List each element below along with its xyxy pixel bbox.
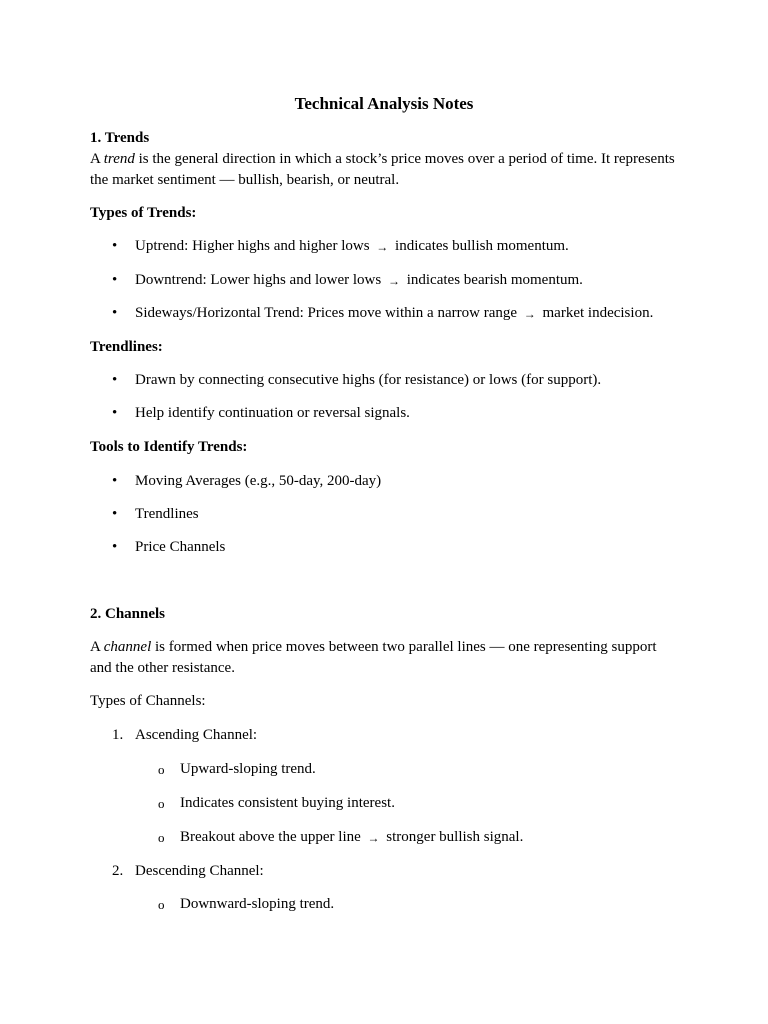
list-item-text: market indecision. [542, 305, 654, 321]
sub-list-item [180, 827, 523, 848]
numbered-list-item: Ascending Channel: [135, 727, 258, 743]
right-arrow-icon: → [367, 831, 380, 845]
sub-list-item: Upward-sloping trend. [180, 761, 316, 777]
list-number: 1. [112, 727, 124, 743]
list-item-text: Sideways/Horizontal Trend: Prices move within a narrow range [135, 305, 518, 321]
section-heading-channels: 2. Channels [90, 606, 166, 622]
list-item-text: indicates bearish momentum. [406, 272, 583, 288]
bullet-marker [112, 270, 117, 291]
sub-list-item-text: Breakout above the upper line [180, 829, 361, 845]
sub-bullet-marker: o [158, 897, 165, 912]
channels-intro-term: channel [103, 639, 152, 655]
right-arrow-icon: → [387, 274, 400, 288]
sub-list-item-text: stronger bullish signal. [386, 829, 524, 845]
types-of-channels-label: Types of Channels: [90, 693, 206, 709]
list-item: Moving Averages (e.g., 50-day, 200-day) [135, 473, 382, 489]
list-item-text: Downtrend: Lower highs and lower lows [135, 272, 382, 288]
trends-intro-line-2: the market sentiment — bullish, bearish, or neutral. [90, 172, 400, 188]
sub-bullet-marker: o [158, 762, 165, 777]
list-item: Trendlines [135, 506, 199, 522]
sub-list-item: Indicates consistent buying interest. [180, 795, 395, 811]
channels-intro-pre: A [90, 639, 104, 655]
bullet-marker [112, 537, 117, 558]
tools-heading: Tools to Identify Trends: [90, 439, 248, 455]
sub-bullet-marker: o [158, 796, 165, 811]
channels-intro-line-1 [90, 637, 657, 658]
bullet-marker [112, 303, 117, 324]
types-of-trends-heading: Types of Trends: [90, 205, 197, 221]
trendlines-heading: Trendlines: [90, 339, 163, 355]
list-item-text: indicates bullish momentum. [395, 238, 569, 254]
list-item-text: Uptrend: Higher highs and higher lows [135, 238, 370, 254]
trends-intro-line-1 [90, 149, 675, 170]
trends-intro-term: trend [103, 151, 135, 167]
bullet-marker [112, 236, 117, 257]
trends-intro-rest: is the general direction in which a stock’s price moves over a period of time. It represents [134, 151, 675, 167]
bullet-marker [112, 370, 117, 391]
page-title: Technical Analysis Notes [294, 94, 474, 113]
list-item: Drawn by connecting consecutive highs (for resistance) or lows (for support). [135, 372, 602, 388]
sub-bullet-marker: o [158, 830, 165, 845]
list-item: Price Channels [135, 539, 226, 555]
list-number: 2. [112, 863, 124, 879]
list-item: Help identify continuation or reversal signals. [135, 405, 410, 421]
list-item [135, 270, 583, 291]
list-item [135, 236, 569, 257]
numbered-list-item: Descending Channel: [135, 863, 264, 879]
bullet-marker [112, 471, 117, 492]
right-arrow-icon: → [376, 240, 389, 254]
channels-intro-rest: is formed when price moves between two parallel lines — one representing support [151, 639, 657, 655]
trends-intro-pre: A [90, 151, 104, 167]
bullet-marker [112, 504, 117, 525]
right-arrow-icon: → [523, 307, 536, 321]
section-heading-trends: 1. Trends [90, 130, 150, 146]
sub-list-item: Downward-sloping trend. [180, 896, 335, 912]
list-item [135, 303, 653, 324]
channels-intro-line-2: and the other resistance. [90, 660, 235, 676]
bullet-marker [112, 403, 117, 424]
